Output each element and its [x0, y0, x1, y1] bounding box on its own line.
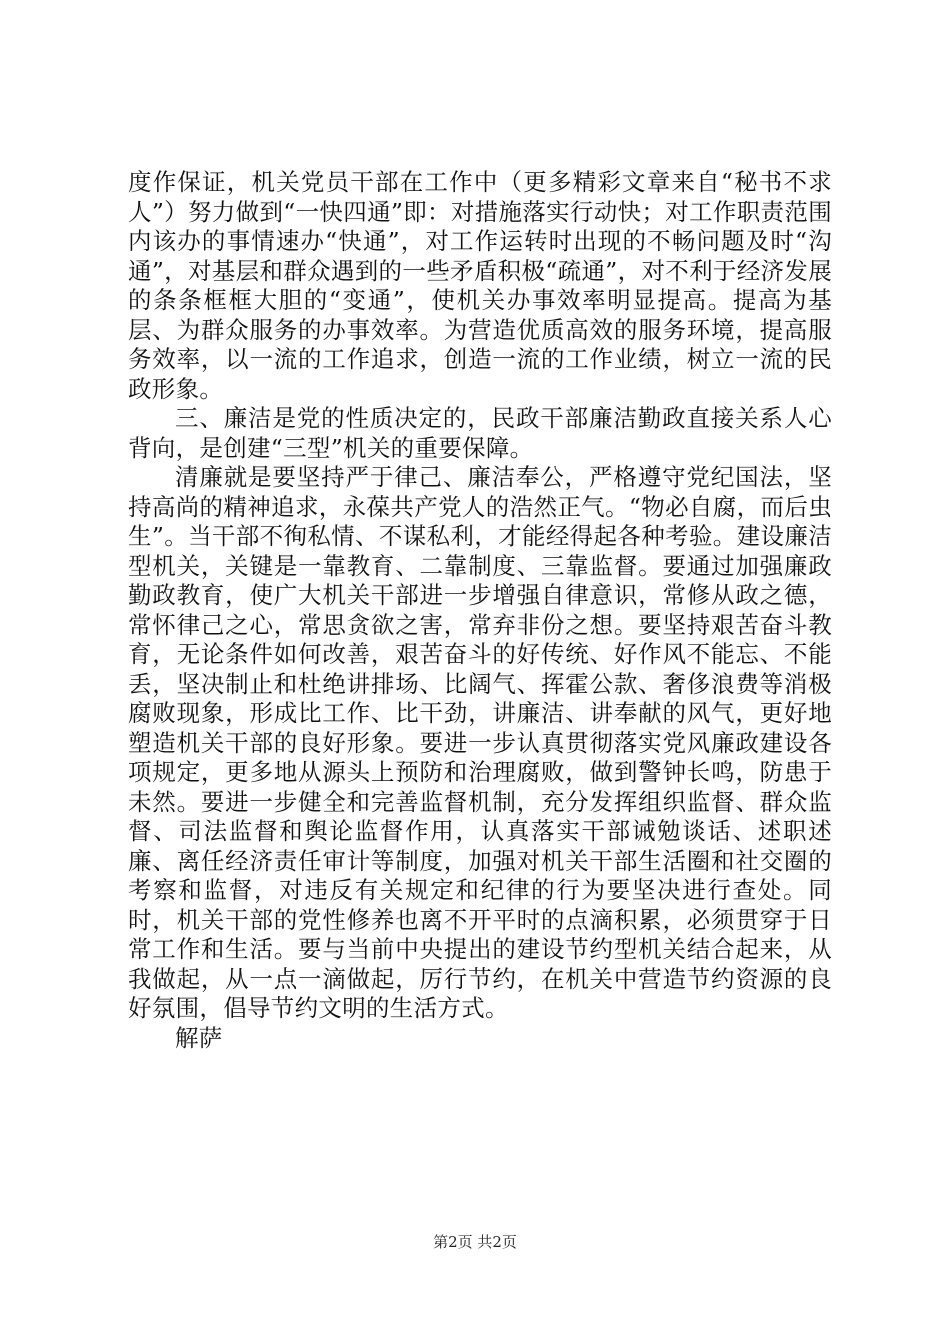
paragraph-section-heading: 三、廉洁是党的性质决定的，民政干部廉洁勤政直接关系人心背向，是创建“三型”机关的重要保障。 — [128, 404, 832, 462]
paragraph-continuation: 度作保证，机关党员干部在工作中（更多精彩文章来自“秘书不求人”）努力做到“一快四通”即：对措施落实行动快；对工作职责范围内该办的事情速办“快通”，对工作运转时出现的不畅问题及时“沟通”，对基层和群众遇到的一些矛盾积极“疏通”，对不利于经济发展的条条框框大胆的“变通”，使机关办事效率明显提高。提高为基层、为群众服务的办事效率。为营造优质高效的服务环境，提高服务效率，以一流的工作追求，创造一流的工作业绩，树立一流的民政形象。 — [128, 168, 832, 403]
document-body — [128, 168, 832, 1053]
paragraph-trailing-text: 解萨 — [175, 1023, 223, 1052]
page-number-footer: 第2页 共2页 — [433, 1233, 517, 1251]
paragraph-body: 清廉就是要坚持严于律己、廉洁奉公，严格遵守党纪国法，坚持高尚的精神追求，永葆共产党人的浩然正气。“物必自腐，而后虫生”。当干部不徇私情、不谋私利，才能经得起各种考验。建设廉洁型机关，关键是一靠教育、二靠制度、三靠监督。要通过加强廉政勤政教育，使广大机关干部进一步增强自律意识，常修从政之德，常怀律己之心，常思贪欲之害，常弃非份之想。要坚持艰苦奋斗教育，无论条件如何改善，艰苦奋斗的好传统、好作风不能忘、不能丢，坚决制止和杜绝讲排场、比阔气、挥霍公款、奢侈浪费等消极腐败现象，形成比工作、比干劲，讲廉洁、讲奉献的风气，更好地塑造机关干部的良好形象。要进一步认真贯彻落实党风廉政建设各项规定，更多地从源头上预防和治理腐败，做到警钟长鸣，防患于未然。要进一步健全和完善监督机制，充分发挥组织监督、群众监督、司法监督和舆论监督作用，认真落实干部诫勉谈话、述职述廉、离任经济责任审计等制度，加强对机关干部生活圈和社交圈的考察和监督，对违反有关规定和纪律的行为要坚决进行查处。同时，机关干部的党性修养也离不开平时的点滴积累，必须贯穿于日常工作和生活。要与当前中央提出的建设节约型机关结合起来，从我做起，从一点一滴做起，厉行节约，在机关中营造节约资源的良好氛围，倡导节约文明的生活方式。 — [128, 463, 832, 1022]
